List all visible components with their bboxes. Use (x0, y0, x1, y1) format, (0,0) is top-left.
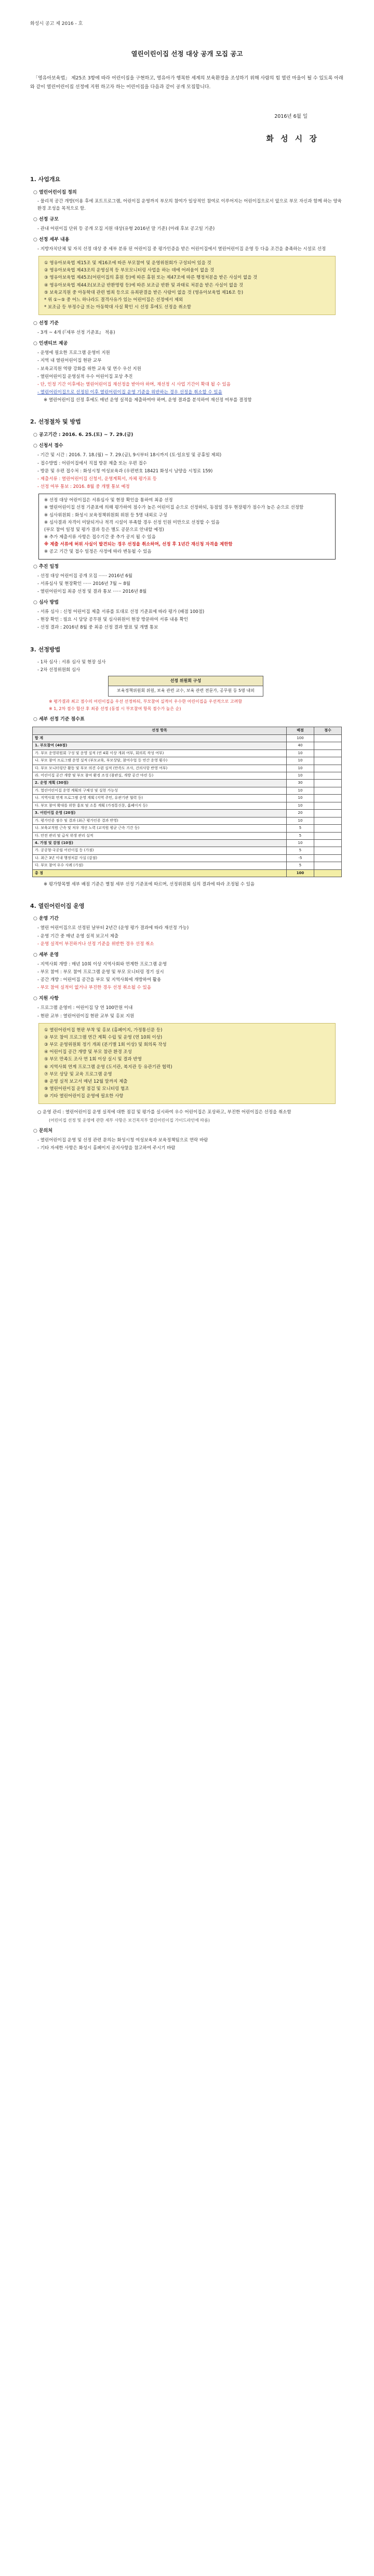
notice-date: 2016년 6월 일 (274, 113, 308, 119)
criteria-label-cell: 가. 부모 운영위원회 구성 및 운영 실적 (연 4회 이상 개최 여부, 회의록 작성 여부) (33, 749, 287, 757)
table-row (33, 825, 342, 832)
criteria-score-cell: 5 (287, 847, 314, 854)
criteria-score-table (32, 727, 342, 877)
table-row (33, 862, 342, 869)
criteria-label-cell: 다. 안전 관리 및 급식 위생 관리 실적 (33, 832, 287, 839)
box-item: (부모 참여 일정 및 평가 결과 등은 별도 공문으로 안내할 예정) (44, 527, 164, 533)
table-header-cell: 선정 위원회 구성 (109, 676, 263, 686)
criteria-score-cell: 20 (287, 810, 314, 817)
box-item: ⑩ 기타 열린어린이집 운영에 필요한 사항 (44, 1094, 124, 1099)
notice-number: 화성시 공고 제 2016 - 호 (30, 21, 83, 26)
criteria-score-cell: 10 (287, 839, 314, 847)
sub-heading: ○ 세부 선정 기준 점수표 (33, 717, 85, 723)
highlight-line: - 단, 인정 기간 이후에는 열린어린이집 재선정을 받아야 하며, 재선정 시 사업 기간이 확대 될 수 있음 (37, 381, 231, 387)
text-line: - 공간 개방 : 어린이집 공간을 부모 및 지역사회에 개방하여 활용 (37, 977, 162, 983)
criteria-score-cell: 10 (287, 772, 314, 780)
box-item: ④ 어린이집 공간 개방 및 부모 참관 환경 조성 (44, 1050, 132, 1055)
box-item: ③ 부모 운영위원회 정기 개최 (분기별 1회 이상) 및 회의록 작성 (44, 1042, 167, 1048)
sub-heading: ○ 열린어린이집 정의 (33, 189, 77, 195)
criteria-score-cell: 100 (287, 734, 314, 742)
criteria-table-body (33, 734, 342, 869)
criteria-score-cell: 10 (287, 765, 314, 772)
text-line: - 보육교직원 역량 강화를 위한 교육 및 연수 우선 지원 (37, 366, 141, 372)
notice-box (38, 494, 336, 559)
box-item: ⑦ 부모 상담 및 교육 프로그램 운영 (44, 1071, 112, 1077)
section-title: 2. 선정절차 및 방법 (30, 418, 81, 426)
table-cell: 보육정책위원회 위원, 보육 관련 교수, 보육 관련 전문가, 공무원 등 5명 내외 (109, 686, 263, 696)
table-header-cell: 배점 (287, 727, 314, 734)
table-cell (314, 869, 342, 877)
table-row (33, 757, 342, 765)
table-row-category (33, 734, 342, 742)
table-row-category (33, 780, 342, 787)
sub-heading: ○ 공고기간 : 2016. 6. 25.(토) ~ 7. 29.(금) (33, 432, 133, 438)
criteria-points-cell (314, 802, 342, 809)
table-row (33, 802, 342, 809)
table-header-cell: 선정 항목 (33, 727, 287, 734)
table-row (33, 817, 342, 824)
section-title: 4. 열린어린이집 운영 (30, 903, 85, 910)
criteria-points-cell (314, 742, 342, 749)
sub-heading: ○ 선정 기준 (33, 321, 59, 326)
note-line: (어린이집 선정 및 운영에 관한 세부 사항은 보건복지부 열린어린이집 가이드라인에 따름) (49, 1117, 210, 1123)
box-warning: ※ 제출 서류에 허위 사실이 발견되는 경우 선정을 취소하며, 선정 후 1년간 재신청 자격을 제한함 (44, 542, 233, 548)
section-title: 1. 사업개요 (30, 176, 61, 183)
criteria-score-cell: 5 (287, 862, 314, 869)
table-row (33, 749, 342, 757)
sub-heading: ○ 문의처 (33, 1128, 53, 1134)
box-item: ※ 열린어린이집 선정 기준표에 의해 평가하여 점수가 높은 어린이집 순으로 선정하되, 동점일 경우 현장평가 점수가 높은 순으로 선정함 (44, 505, 304, 511)
table-header-cell: 점수 (314, 727, 342, 734)
criteria-label-cell: 다. 부모 모니터링단 활동 및 부모 의견 수렴 실적 (만족도 조사, 건의사항 반영 여부) (33, 765, 287, 772)
text-line: - 열린어린이집 운영 및 선정 관련 문의는 화성시청 여성보육과 보육정책팀으로 연락 바람 (37, 1137, 208, 1143)
box-item: ※ 선정 대상 어린이집은 서류심사 및 현장 확인을 통하여 최종 선정 (44, 498, 173, 503)
issuer-signature: 화 성 시 장 (266, 134, 319, 144)
section-title: 3. 선정방법 (30, 646, 61, 653)
document-title: 열린이린이집 선정 대상 공개 모집 공고 (131, 49, 243, 58)
box-item: ※ 추가 제출서류 사항은 접수기간 중 추가 공지 될 수 있음 (44, 535, 156, 540)
text-line: - 선정 결과 : 2016년 8월 중 최종 선정 결과 발표 및 개별 통보 (37, 625, 158, 631)
criteria-label-cell: 2. 운영 계획 (30점) (33, 780, 287, 787)
criteria-score-cell: 10 (287, 795, 314, 802)
table-row (33, 847, 342, 854)
text-line: - 관내 어린이집 단위 등 공개 모집 지원 대상(유형 2016년 말 기준) (아래 후보 공고일 기준) (37, 226, 215, 231)
box-item: ② 부모 참여 프로그램 연간 계획 수립 및 운영 (연 10회 이상) (44, 1034, 163, 1040)
text-line: - 운영 기간 중 매년 운영 실적 보고서 제출 (37, 933, 119, 939)
criteria-score-cell: 30 (287, 780, 314, 787)
criteria-box (38, 256, 336, 315)
criteria-points-cell (314, 832, 342, 839)
table-cell: 총 점 (33, 869, 287, 877)
text-line: - 접수방법 : 어린이집에서 직접 방문 제출 또는 우편 접수 (37, 460, 147, 466)
text-line: - 열린어린이집 최종 선정 및 결과 통보 ······ 2016년 8월 (37, 589, 147, 594)
text-line: - 서류심사 및 현장확인 ······ 2016년 7월 ~ 8월 (37, 581, 130, 587)
table-row-total (33, 869, 342, 877)
sub-heading: ○ 운영 기간 (33, 916, 59, 922)
table-row (33, 787, 342, 794)
sub-heading: ○ 인센티브 제공 (33, 341, 68, 347)
table-row (109, 686, 263, 696)
table-row-category (33, 742, 342, 749)
table-row (33, 795, 342, 802)
text-line: - 현장 확인 : 필요 시 담당 공무원 및 심사위원이 현장 방문하여 서류 내용 확인 (37, 617, 189, 623)
criteria-score-cell: 10 (287, 802, 314, 809)
text-line: - 지역사회 개방 : 매년 10회 이상 지역사회와 연계한 프로그램 운영 (37, 961, 167, 967)
criteria-label-cell: 라. 어린이집 공간 개방 및 부모 참여 환경 조성 (참관실, 개방 공간 마련 등) (33, 772, 287, 780)
sub-heading: ○ 세부 운영 (33, 952, 59, 958)
highlight-line: - 부모 참여 실적이 없거나 부진한 경우 선정 취소될 수 있음 (37, 985, 151, 991)
criteria-label-cell: 3. 어린이집 운영 (20점) (33, 810, 287, 817)
highlight-line: - 선정 여부 통보 : 2016. 8월 중 개별 통보 예정 (37, 484, 130, 490)
criteria-label-cell: 나. 최근 3년 이내 행정처분 사실 (감점) (33, 854, 287, 862)
criteria-points-cell (314, 787, 342, 794)
highlight-line: - 제출서류 : 열린어린이집 신청서, 운영계획서, 자체 평가표 등 (37, 476, 157, 482)
text-line: - 운영에 필요한 프로그램 운영비 지원 (37, 350, 110, 356)
criteria-score-cell: 5 (287, 825, 314, 832)
text-line: - 현판 교부 : 열린어린이집 현판 교부 및 홍보 지원 (37, 1013, 135, 1019)
box-item: ② 영유아보육법 제43조의 운영실적 등 부모모니터링 사업을 하는 데에 어려움이 없을 것 (44, 268, 215, 274)
criteria-points-cell (314, 825, 342, 832)
criteria-score-cell: 10 (287, 787, 314, 794)
criteria-score-cell: 40 (287, 742, 314, 749)
text-line: - 서류 심사 : 신청 어린이집 제출 서류를 토대로 선정 기준표에 따라 평가 (배점 100점) (37, 609, 205, 615)
criteria-points-cell (314, 795, 342, 802)
criteria-points-cell (314, 749, 342, 757)
text-line: - 물리적 공간 개방(이용 후에 포트프로그램, 어린이집 운영까지 부모의 참여가 일상적인 참여로 이루어지는 어린이집으로서 앞으로 부모 자신과 함께 하는 양육환경 조성을 목적으로 함. (37, 199, 342, 211)
text-line: - 부모 참여 : 부모 참여 프로그램 운영 및 부모 모니터링 정기 실시 (37, 969, 164, 975)
box-item: ※ 심사위원회 : 화성시 보육정책위원회 위원 등 5명 내외로 구성 (44, 512, 167, 518)
criteria-label-cell: 나. 보육교직원 근속 및 처우 개선 노력 (교직원 평균 근속 기간 등) (33, 825, 287, 832)
box-item: * 보조금 등 부정수급 또는 아동학대 사실 확인 시 선정 후에도 선정을 취소함 (44, 305, 192, 310)
sub-heading: ○ 신청서 접수 (33, 443, 63, 449)
criteria-label-cell: 합 계 (33, 734, 287, 742)
text-line: - 지역 내 열린어린이집 현판 교부 (37, 358, 102, 364)
notice-page (0, 0, 374, 1168)
intro-paragraph: 「영유아보육법」 제25조 3항에 따라 어린이집을 구현하고, 영유아가 행복한 세계의 보육환경을 조성하기 위해 사람의 힘 열린 마을이 될 수 있도록 아래와 같이 열린어린이집 선정에 지원 하고자 하는 어린이집을 다음과 같이 공개 모집합니다. (30, 76, 343, 90)
criteria-points-cell (314, 817, 342, 824)
text-line: - 열린 어린이집으로 선정된 날부터 2년간 (운영 평가 결과에 따라 재선정 가능) (37, 925, 189, 931)
text-line: ○ 운영 관리 : 열린어린이집 운영 실적에 대한 점검 및 평가를 실시하여 우수 어린이집은 포상하고, 부진한 어린이집은 선정을 취소함 (37, 1110, 291, 1115)
criteria-label-cell: 가. 열린어린이집 운영 계획의 구체성 및 실현 가능성 (33, 787, 287, 794)
criteria-points-cell (314, 847, 342, 854)
criteria-score-cell: 10 (287, 757, 314, 765)
text-line: - 프로그램 운영비 : 어린이집 당 연 100만원 이내 (37, 1005, 133, 1011)
note-line: ※ 1, 2차 점수 합산 후 최종 선정 (동점 시 부모참여 항목 점수가 높은 순) (49, 706, 181, 712)
sub-heading: ○ 추진 일정 (33, 564, 59, 569)
criteria-label-cell: 나. 지역사회 연계 프로그램 운영 계획 (지역 주민, 유관기관 협력 등) (33, 795, 287, 802)
criteria-points-cell (314, 734, 342, 742)
text-line: - 기타 자세한 사항은 화성시 홈페이지 공지사항을 참고하여 주시기 바람 (37, 1146, 176, 1151)
box-item: ※ 심사결과 자격이 미달되거나 적격 시설이 부족할 경우 선정 인원 미만으로 선정할 수 있음 (44, 520, 220, 525)
table-row-category (33, 810, 342, 817)
criteria-label-cell: 4. 가점 및 감점 (10점) (33, 839, 287, 847)
criteria-label-cell: 가. 평가인증 점수 및 결과 (최근 평가인증 결과 반영) (33, 817, 287, 824)
box-item: ⑤ 보육교직원 중 아동학대 관련 범죄 등으로 유죄판결을 받은 사람이 없을 것 (영유아보육법 제16조 등) (44, 290, 244, 295)
text-line: - 지방자치단체 및 자치 선정 대상 중 세부 분류 된 어린이집 중 평가인증을 받은 어린이집에서 열린어린이집 운영 등 다음 조건을 충족하는 시설로 선정 (37, 246, 326, 252)
text-line: - 기간 및 시간 : 2016. 7. 18.(월) ~ 7. 29.(금), 9시부터 18시까지 (토·일요일 및 공휴일 제외) (37, 453, 222, 458)
table-row (33, 832, 342, 839)
criteria-points-cell (314, 810, 342, 817)
criteria-label-cell: 1. 부모참여 (40점) (33, 742, 287, 749)
box-item: ① 영유아보육법 제15조 및 제16조에 따른 부모참여 및 운영위원회가 구성되어 있을 것 (44, 261, 211, 266)
criteria-points-cell (314, 862, 342, 869)
sub-heading: ○ 선정 규모 (33, 216, 59, 222)
criteria-label-cell: 가. 공공형·국공립 어린이집 등 (가점) (33, 847, 287, 854)
box-item: ③ 영유아보육법 제45조(어린이집의 휴원 등)에 따른 휴원 또는 제47조에 따른 행정처분을 받은 사실이 없을 것 (44, 275, 258, 281)
highlight-line: - 운영 실적이 부진하거나 선정 기준을 위반한 경우 선정 취소 (37, 941, 154, 947)
table-cell: 100 (287, 869, 314, 877)
note-line: ※ 열린어린이집 선정 후에도 매년 운영 실적을 제출하여야 하며, 운영 결과를 분석하여 재선정 여부를 결정함 (44, 398, 252, 403)
sub-heading: ○ 지원 사항 (33, 996, 59, 1002)
box-item: ⑧ 운영 실적 보고서 매년 12월 말까지 제출 (44, 1079, 128, 1084)
criteria-points-cell (314, 780, 342, 787)
criteria-points-cell (314, 854, 342, 862)
criteria-points-cell (314, 772, 342, 780)
table-row (33, 765, 342, 772)
box-item: * 위 ①~⑤ 중 어느 하나라도 결격사유가 있는 어린이집은 선정에서 제외 (44, 297, 183, 303)
criteria-score-cell: 10 (287, 749, 314, 757)
box-item: ※ 공고 기간 및 접수 일정은 사정에 따라 변동될 수 있음 (44, 549, 152, 555)
box-item: ⑤ 부모 만족도 조사 연 1회 이상 실시 및 결과 반영 (44, 1057, 142, 1062)
box-item: ④ 영유아보육법 제44조(보조금 반환명령 등)에 따른 보조금 반환 및 과태료 처분을 받은 사실이 없을 것 (44, 282, 244, 288)
table-row-category (33, 839, 342, 847)
box-item: ⑥ 지역사회 연계 프로그램 운영 (도서관, 복지관 등 유관기관 협력) (44, 1064, 172, 1070)
sub-heading: ○ 심사 방법 (33, 600, 59, 606)
text-line: - 열린어린이집 운영실적 우수 어린이집 포상 추진 (37, 374, 133, 379)
note-line: ※ 평가결과 최고 점수의 어린이집을 우선 선정하되, 부모참여 실적이 우수한 어린이집을 우선적으로 고려함 (49, 699, 243, 704)
highlight-line: - 열린어린이집으로 선정된 이후 열린어린이집 운영 기준을 위반하는 경우 선정을 취소할 수 있음 (37, 390, 222, 396)
table-row (33, 772, 342, 780)
text-line: - 선정 대상 어린이집 공개 모집 ······ 2016년 6월 (37, 573, 132, 579)
criteria-score-cell: -5 (287, 854, 314, 862)
committee-table (108, 676, 263, 697)
criteria-points-cell (314, 765, 342, 772)
criteria-points-cell (314, 839, 342, 847)
operation-box (38, 1023, 336, 1105)
text-line: - 방문 및 우편 접수처 : 화성시청 여성보육과 (우편번호 18421 화성시 남양읍 시청로 159) (37, 468, 213, 474)
sub-heading: ○ 선정 세부 내용 (33, 237, 70, 242)
box-item: ① 열린어린이집 현판 부착 및 홍보 (홈페이지, 가정통신문 등) (44, 1027, 163, 1033)
criteria-label-cell: 다. 부모 참여 확대를 위한 홍보 및 소통 계획 (가정통신문, 홈페이지 등) (33, 802, 287, 809)
table-row (33, 854, 342, 862)
criteria-points-cell (314, 757, 342, 765)
text-line: - 1차 심사 : 서류 심사 및 현장 실사 (37, 659, 106, 665)
criteria-score-cell: 10 (287, 817, 314, 824)
text-line: - 3개 ~ 4개 (『세부 선정 기준표』 적용) (37, 330, 115, 336)
criteria-label-cell: 나. 부모 참여 프로그램 운영 실적 (부모교육, 부모상담, 참여수업 등 연간 운영 횟수) (33, 757, 287, 765)
criteria-label-cell: 다. 부모 참여 우수 사례 (가점) (33, 862, 287, 869)
text-line: - 2차 선정위원회 심사 (37, 667, 81, 673)
box-item: ⑨ 열린어린이집 운영 점검 및 모니터링 협조 (44, 1086, 129, 1092)
note-line: ※ 평가항목별 세부 배점 기준은 별첨 세부 선정 기준표에 따르며, 선정위원회 심의 결과에 따라 조정될 수 있음 (44, 882, 255, 888)
criteria-score-cell: 5 (287, 832, 314, 839)
